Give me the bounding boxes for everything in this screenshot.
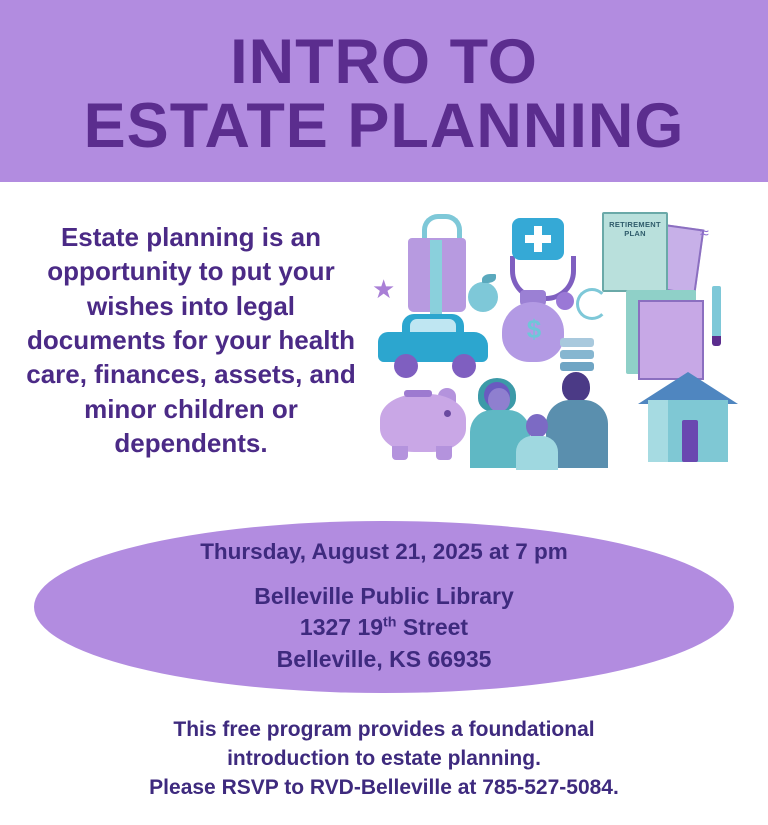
street-ordinal-suffix: th bbox=[383, 614, 397, 631]
event-details-section bbox=[0, 512, 768, 702]
footer-line-3-rsvp: Please RSVP to RVD-Belleville at 785-527-5084. bbox=[149, 775, 619, 799]
pen-icon bbox=[712, 286, 721, 338]
event-details-oval bbox=[34, 521, 734, 693]
city-state-zip: Belleville, KS 66935 bbox=[276, 645, 492, 672]
family-adult-two-head-icon bbox=[562, 372, 590, 402]
description-text: Estate planning is an opportunity to put your wishes into legal documents for your health care, finances, assets, and minor children or dependents. bbox=[26, 222, 356, 458]
event-location bbox=[254, 581, 514, 675]
stethoscope-bell-icon bbox=[556, 292, 574, 310]
pen-tip-icon bbox=[712, 336, 721, 346]
poster-header-band bbox=[0, 0, 768, 182]
piggy-bank-slot-icon bbox=[404, 390, 432, 397]
bag-stripe-icon bbox=[430, 240, 442, 314]
family-child-head-icon bbox=[526, 414, 548, 438]
piggy-bank-icon bbox=[380, 394, 466, 452]
page-title-line-2: ESTATE PLANNING bbox=[83, 91, 685, 161]
house-door-icon bbox=[682, 420, 698, 462]
street-address bbox=[254, 612, 514, 643]
footer-note bbox=[0, 702, 768, 803]
coin-stack-bottom-icon bbox=[560, 362, 594, 371]
venue-name: Belleville Public Library bbox=[254, 583, 514, 610]
retirement-plan-label: RETIREMENT PLAN bbox=[609, 220, 661, 239]
medical-cross-horizontal-icon bbox=[525, 235, 551, 243]
page-title-line-1: INTRO TO bbox=[230, 26, 538, 97]
family-adult-one-face-icon bbox=[488, 388, 510, 412]
estate-planning-illustration bbox=[360, 204, 750, 504]
piggy-bank-eye-icon bbox=[444, 410, 451, 417]
dollar-sign-icon: $ bbox=[526, 314, 542, 344]
event-date-time: Thursday, August 21, 2025 at 7 pm bbox=[200, 539, 568, 565]
spiral-icon bbox=[576, 288, 608, 320]
star-icon: ★ bbox=[372, 274, 396, 304]
coin-stack-middle-icon bbox=[560, 350, 594, 359]
street-number: 1327 19 bbox=[299, 614, 384, 641]
street-name: Street bbox=[396, 614, 469, 641]
coin-stack-top-icon bbox=[560, 338, 594, 347]
apple-leaf-icon bbox=[482, 274, 496, 283]
document-front-icon bbox=[638, 300, 704, 380]
footer-line-1: This free program provides a foundational bbox=[173, 718, 595, 741]
house-side-wall-icon bbox=[648, 400, 668, 462]
piggy-bank-leg-front-icon bbox=[392, 446, 408, 460]
poster-middle-section bbox=[0, 182, 768, 512]
car-wheel-left-icon bbox=[394, 354, 418, 378]
family-child-body-icon bbox=[516, 436, 558, 470]
piggy-bank-leg-back-icon bbox=[436, 446, 452, 460]
apple-icon bbox=[468, 282, 498, 312]
squiggle-icon: ≈ bbox=[700, 225, 709, 242]
car-wheel-right-icon bbox=[452, 354, 476, 378]
footer-line-2: introduction to estate planning. bbox=[227, 746, 541, 770]
